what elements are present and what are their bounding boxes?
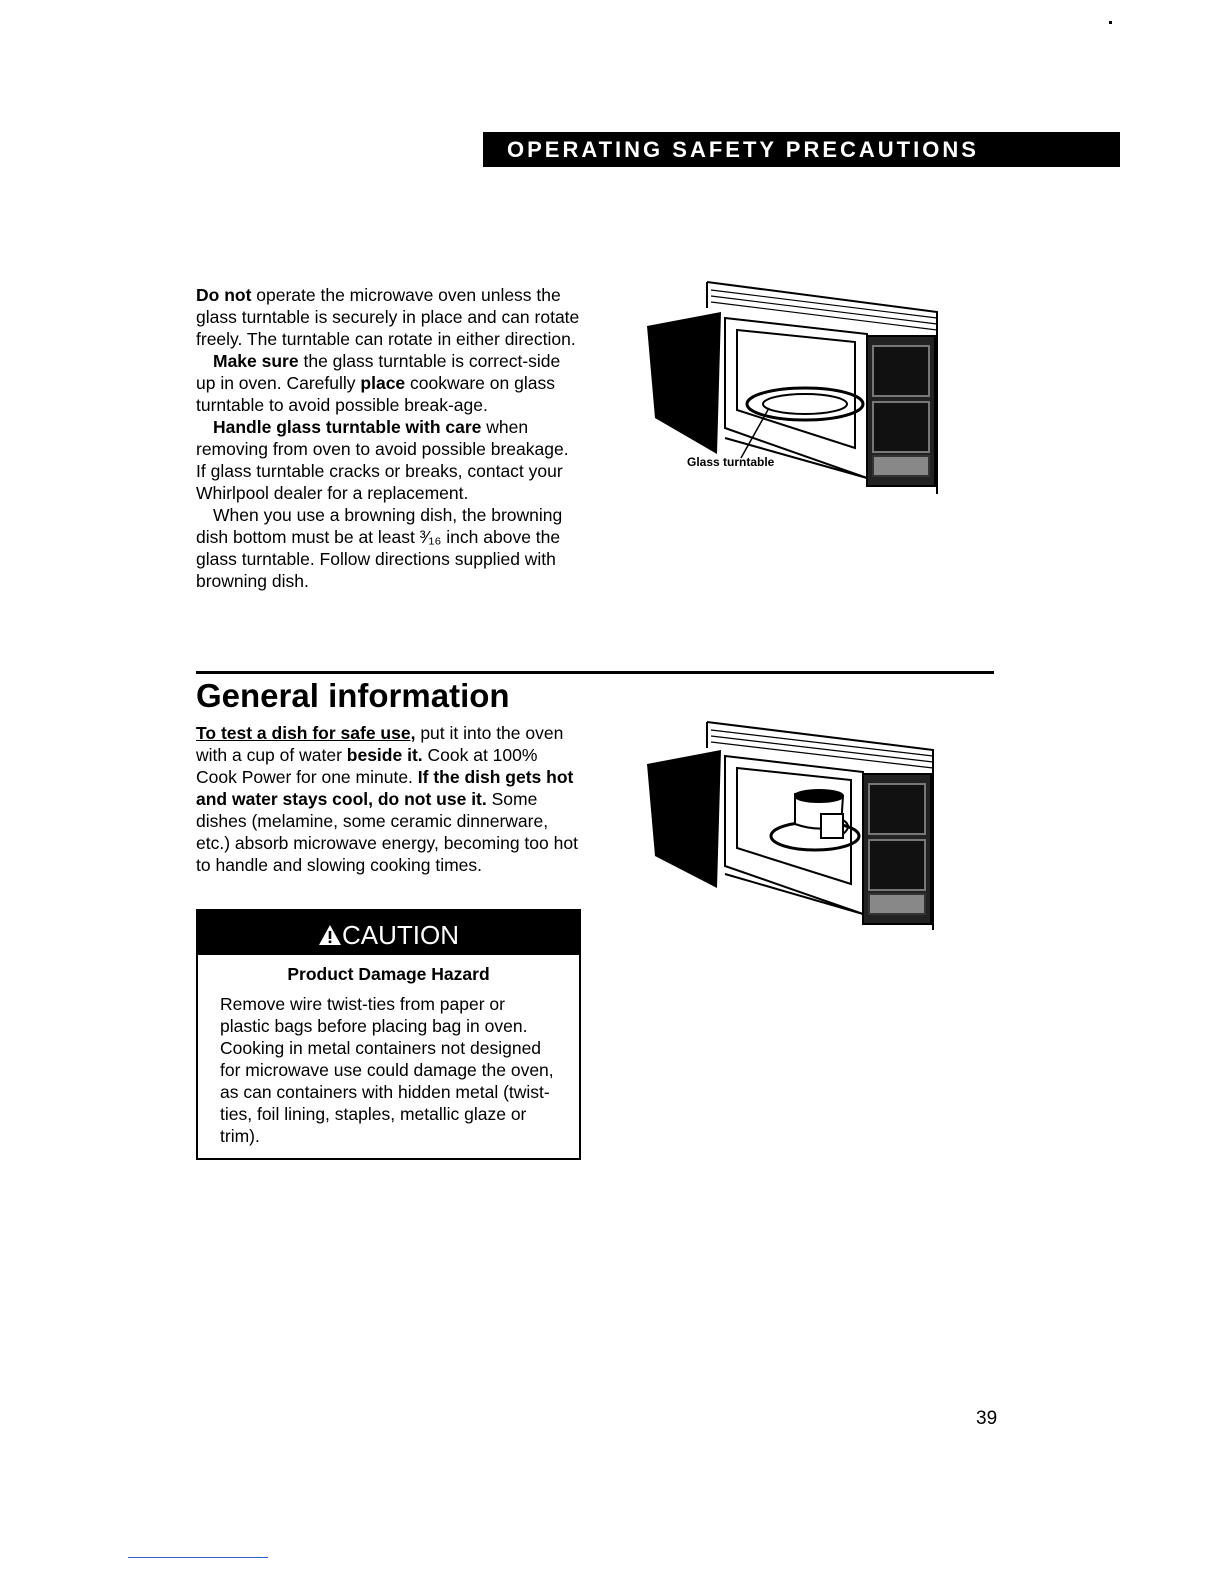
paragraph-text: when removing from oven to avoid possible breakage. If glass turntable cracks or breaks, contact your Whirlpool dealer for a replacement. xyxy=(196,417,569,503)
section-header: OPERATING SAFETY PRECAUTIONS xyxy=(483,132,1120,167)
paragraph-text: operate the microwave oven unless the glass turntable is securely in place and can rotate freely. The turntable can rotate in either direction. xyxy=(196,285,580,349)
general-info-text xyxy=(196,722,581,876)
bold-phrase: Make sure xyxy=(213,351,299,371)
warning-triangle-icon xyxy=(318,924,342,946)
turntable-callout-label: Glass turntable xyxy=(687,455,775,469)
paragraph-test-dish xyxy=(196,722,581,876)
scan-speck xyxy=(1109,21,1112,24)
caution-box xyxy=(196,909,581,1160)
caution-subtitle: Product Damage Hazard xyxy=(287,964,490,984)
paragraph-do-not xyxy=(196,284,581,350)
page-number: 39 xyxy=(976,1408,998,1429)
paragraph-text: put it into the oven with a cup of water xyxy=(196,723,564,765)
bold-phrase: Handle glass turntable with care xyxy=(213,417,482,437)
microwave-dish-test-illustration xyxy=(645,718,945,936)
caution-heading: CAUTION xyxy=(342,920,459,950)
paragraph-text: cookware on glass turntable to avoid possible break-age. xyxy=(196,373,555,415)
paragraph-text: Some dishes (melamine, some ceramic dinnerware, etc.) absorb microwave energy, becoming too hot to handle and slowing cooking times. xyxy=(196,789,578,875)
turntable-text-column xyxy=(196,284,581,592)
paragraph-handle-care xyxy=(196,416,581,504)
paragraph-text: the glass turntable is correct-side up in oven. Carefully xyxy=(196,351,561,393)
test-dish-link: To test a dish for safe use, xyxy=(196,723,416,743)
bold-phrase: If the dish gets hot and water stays cool, do not use it. xyxy=(196,767,574,809)
footer-rule xyxy=(128,1557,268,1558)
paragraph-text: Cook at 100% Cook Power for one minute. xyxy=(196,745,538,787)
bold-phrase: place xyxy=(360,373,406,393)
bold-phrase: Do not xyxy=(196,285,252,305)
paragraph-make-sure xyxy=(196,350,581,416)
bold-phrase: beside it. xyxy=(346,745,423,765)
caution-header xyxy=(198,911,579,955)
paragraph-browning-dish: When you use a browning dish, the browning dish bottom must be at least ³⁄₁₆ inch above the glass turntable. Follow directions supplied with browning dish. xyxy=(196,505,563,591)
caution-body: Remove wire twist-ties from paper or plastic bags before placing bag in oven. Cooking in metal containers not designed for microwave use could damage the oven, as can containers with hidden metal (twist-ties, foil lining, staples, metallic glaze or trim). xyxy=(220,994,554,1146)
section-title-general: General information xyxy=(196,677,510,714)
